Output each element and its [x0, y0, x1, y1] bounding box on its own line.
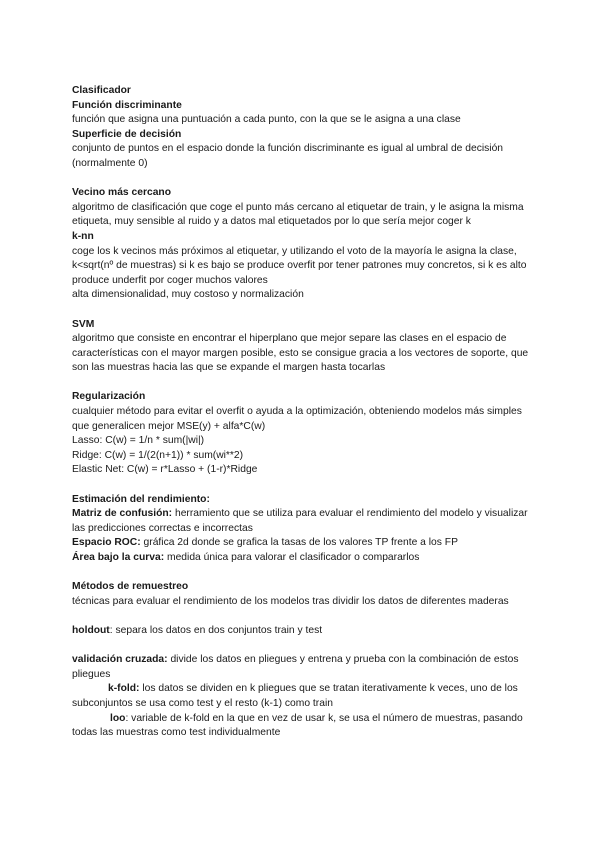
text-knn: coge los k vecinos más próximos al etiquetar, y utilizando el voto de la mayoría le asigna la clase, k<sqrt(nº de muestras) si k es bajo se produce overfit por tener patrones muy concretos, si k es alto produce underfit por coger muchos valores	[72, 245, 527, 286]
spacer	[72, 639, 530, 654]
spacer	[72, 609, 530, 624]
heading-superficie-decision: Superficie de decisión	[72, 128, 182, 140]
heading-funcion-discriminante: Función discriminante	[72, 99, 182, 111]
item-validacion-cruzada	[72, 653, 530, 682]
definition-area-curva: medida única para valorar el clasificador o compararlos	[164, 552, 420, 563]
spacer	[72, 303, 530, 318]
item-kfold	[72, 682, 530, 711]
spacer	[72, 376, 530, 391]
term-matriz-confusion: Matriz de confusión:	[72, 508, 173, 520]
item-area-curva	[72, 551, 530, 566]
definition-loo: : variable de k-fold en la que en vez de usar k, se usa el número de muestras, pasando todas las muestras como test individualmente	[72, 712, 523, 739]
definition-kfold: los datos se dividen en k pliegues que se tratan iterativamente k veces, uno de los subconjuntos se usa como test y el resto (k-1) como train	[72, 683, 518, 709]
item-espacio-roc	[72, 536, 530, 551]
section-title-vecino: Vecino más cercano	[72, 187, 172, 199]
text-funcion-discriminante: función que asigna una puntuación a cada punto, con la que se le asigna a una clase	[72, 114, 461, 126]
term-holdout: holdout	[72, 624, 110, 636]
formula-ridge: Ridge: C(w) = 1/(2(n+1)) * sum(wi**2)	[72, 449, 244, 461]
definition-espacio-roc: gráfica 2d donde se grafica la tasas de los valores TP frente a los FP	[140, 537, 458, 549]
spacer	[72, 172, 530, 187]
term-kfold: k-fold:	[108, 683, 140, 695]
item-matriz-confusion	[72, 507, 530, 536]
text-svm: algoritmo que consiste en encontrar el hiperplano que mejor separe las clases en el espacio de características con el mayor margen posible, esto se consigue gracia a los vectores de soporte, que son las muestras hacia las que se expande el margen hasta tocarlas	[72, 333, 529, 374]
text-superficie-decision: conjunto de puntos en el espacio donde la función discriminante es igual al umbral de decisión (normalmente 0)	[72, 143, 504, 169]
definition-validacion-cruzada: divide los datos en pliegues y entrena y prueba con la combinación de estos pliegues	[72, 654, 519, 680]
term-espacio-roc: Espacio ROC:	[72, 537, 141, 549]
formula-elastic-net: Elastic Net: C(w) = r*Lasso + (1-r)*Ridge	[72, 464, 258, 476]
term-validacion-cruzada: validación cruzada:	[72, 654, 168, 666]
text-knn-extra: alta dimensionalidad, muy costoso y normalización	[72, 289, 304, 301]
section-title-clasificador: Clasificador	[72, 85, 131, 96]
section-title-svm: SVM	[72, 318, 95, 330]
formula-lasso: Lasso: C(w) = 1/n * sum(|wi|)	[72, 435, 205, 447]
text-regularizacion: cualquier método para evitar el overfit o ayuda a la optimización, obteniendo modelos más simples que generalicen mejor MSE(y) + alfa*C(w)	[72, 406, 522, 432]
definition-matriz-confusion: herramiento que se utiliza para evaluar el rendimiento del modelo y visualizar las predicciones correctas e incorrectas	[72, 508, 528, 534]
heading-knn: k-nn	[72, 230, 94, 242]
section-title-remuestreo: Métodos de remuestreo	[72, 581, 189, 593]
definition-holdout: : separa los datos en dos conjuntos train y test	[109, 624, 323, 636]
item-holdout	[72, 624, 530, 639]
term-loo: loo	[110, 712, 126, 724]
document-page	[72, 84, 530, 741]
term-area-curva: Área bajo la curva:	[72, 552, 165, 563]
item-loo	[72, 712, 530, 741]
section-title-estimacion: Estimación del rendimiento:	[72, 493, 210, 505]
spacer	[72, 478, 530, 493]
text-vecino: algoritmo de clasificación que coge el punto más cercano al etiquetar de train, y le asigna la misma etiqueta, muy sensible al ruido y a datos mal etiquetados por lo que sería mejor coger k	[72, 201, 524, 228]
spacer	[72, 566, 530, 581]
text-remuestreo: técnicas para evaluar el rendimiento de los modelos tras dividir los datos de diferentes maderas	[72, 595, 509, 607]
section-title-regularizacion: Regularización	[72, 391, 146, 403]
